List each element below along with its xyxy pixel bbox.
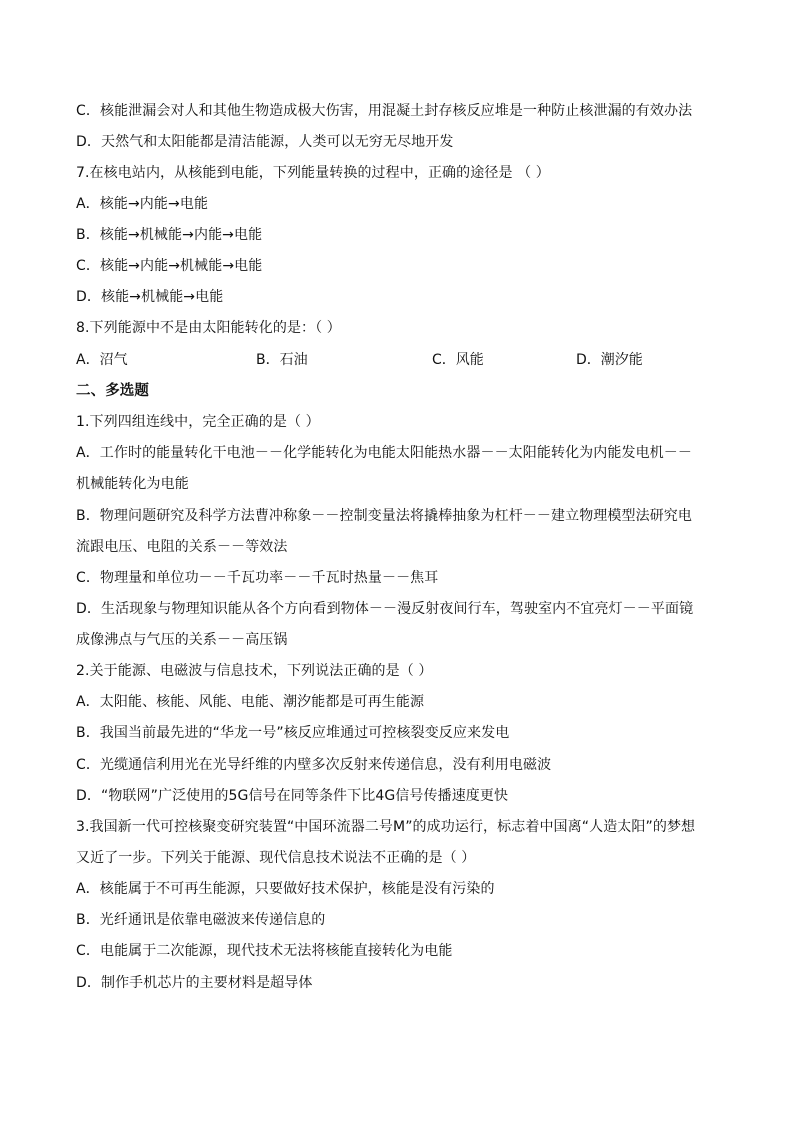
question-8: 8.下列能源中不是由太阳能转化的是：（ ） <box>76 320 341 336</box>
mc1-option-d-cont: 成像沸点与气压的关系－－高压锅 <box>76 632 288 648</box>
mc2-option-d: D．“物联网”广泛使用的5G信号在同等条件下比4G信号传播速度更快 <box>76 788 509 804</box>
q7-option-a: A．核能→内能→电能 <box>76 196 209 212</box>
q7-option-d: D．核能→机械能→电能 <box>76 289 224 305</box>
option-d-text: D．天然气和太阳能都是清洁能源，人类可以无穷无尽地开发 <box>76 134 454 150</box>
mc2-option-c: C．光缆通信利用光在光导纤维的内壁多次反射来传递信息，没有利用电磁波 <box>76 757 552 773</box>
section-title: 二、多选题 <box>76 383 149 399</box>
mc3-option-c: C．电能属于二次能源，现代技术无法将核能直接转化为电能 <box>76 943 453 959</box>
mc3-option-b: B．光纤通讯是依靠电磁波来传递信息的 <box>76 912 326 928</box>
mc-question-3-cont: 又近了一步。下列关于能源、现代信息技术说法不正确的是（ ） <box>76 850 476 866</box>
mc3-option-d: D．制作手机芯片的主要材料是超导体 <box>76 975 313 991</box>
mc-question-3: 3.我国新一代可控核聚变研究装置“中国环流器二号M”的成功运行，标志着中国离“人造太阳”的梦想 <box>76 819 696 835</box>
mc1-option-b-cont: 流跟电压、电阻的关系－－等效法 <box>76 539 288 555</box>
mc2-option-a: A．太阳能、核能、风能、电能、潮汐能都是可再生能源 <box>76 694 425 710</box>
mc1-option-a-cont: 机械能转化为电能 <box>76 476 189 492</box>
mc1-option-d: D．生活现象与物理知识能从各个方向看到物体－－漫反射夜间行车，驾驶室内不宜亮灯－－平面镜 <box>76 601 694 617</box>
mc3-option-a: A．核能属于不可再生能源，只要做好技术保护，核能是没有污染的 <box>76 881 495 897</box>
mc-question-1: 1.下列四组连线中，完全正确的是（ ） <box>76 414 320 430</box>
q8-option-b: B．石油 <box>256 352 308 368</box>
q8-option-c: C．风能 <box>432 352 484 368</box>
mc1-option-a: A．工作时的能量转化干电池－－化学能转化为电能太阳能热水器－－太阳能转化为内能发电机－－ <box>76 445 692 461</box>
q8-options-row <box>76 350 726 370</box>
q8-option-d: D．潮汐能 <box>576 352 643 368</box>
mc1-option-c: C．物理量和单位功－－千瓦功率－－千瓦时热量－－焦耳 <box>76 570 439 586</box>
mc2-option-b: B．我国当前最先进的“华龙一号”核反应堆通过可控核裂变反应来发电 <box>76 725 510 741</box>
question-7: 7.在核电站内，从核能到电能，下列能量转换的过程中，正确的途径是 （ ） <box>76 165 550 181</box>
q8-option-a: A．沼气 <box>76 352 128 368</box>
q7-option-c: C．核能→内能→机械能→电能 <box>76 258 263 274</box>
option-c-text: C．核能泄漏会对人和其他生物造成极大伤害，用混凝土封存核反应堆是一种防止核泄漏的有效办法 <box>76 103 693 119</box>
mc1-option-b: B．物理问题研究及科学方法曹冲称象－－控制变量法将撬棒抽象为杠杆－－建立物理模型法研究电 <box>76 508 693 524</box>
mc-question-2: 2.关于能源、电磁波与信息技术，下列说法正确的是（ ） <box>76 663 433 679</box>
q7-option-b: B．核能→机械能→内能→电能 <box>76 227 263 243</box>
